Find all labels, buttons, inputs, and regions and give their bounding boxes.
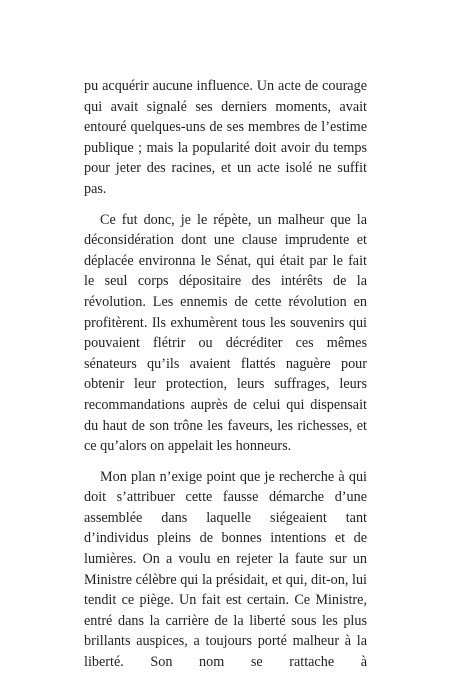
paragraph-2: Ce fut donc, je le répète, un malheur que la déconsidération dont une clause imprudente et déplacée environna le Sénat, qui était par le fait le seul corps dépositaire des intérêts de la révolution. Les ennemis de cette révolution en profitèrent. Ils exhumèrent tous les souvenirs qui pouvaient flétrir ou décréditer ces mêmes sénateurs qu’ils avaient flattés naguère pour obtenir leur protection, leurs suffrages, leurs recommandations auprès de celui qui dispensait du haut de son trône les faveurs, les richesses, et ce qu’alors on appelait les honneurs. bbox=[84, 211, 367, 455]
paragraph-1: pu acquérir aucune influence. Un acte de courage qui avait signalé ses derniers moments, avait entouré quelques-uns de ses membres de l’estime publique ; mais la popularité doit avoir du temps pour jeter des racines, et un acte isolé ne suffit pas. bbox=[84, 78, 367, 197]
body-text bbox=[84, 76, 367, 683]
paragraph-3: Mon plan n’exige point que je recherche à qui doit s’attribuer cette fausse démarche d’une assemblée dans laquelle siégeaient tant d’individus pleins de bonnes intentions et de lumières. On a voulu en rejeter la faute sur un Ministre célèbre qui la présidait, et qui, dit-on, lui tendit ce piège. Un fait est certain. Ce Ministre, entré dans la carrière de la liberté sous les plus brillants auspices, a toujours porté malheur à la liberté. Son nom se rattache à bbox=[84, 468, 367, 671]
